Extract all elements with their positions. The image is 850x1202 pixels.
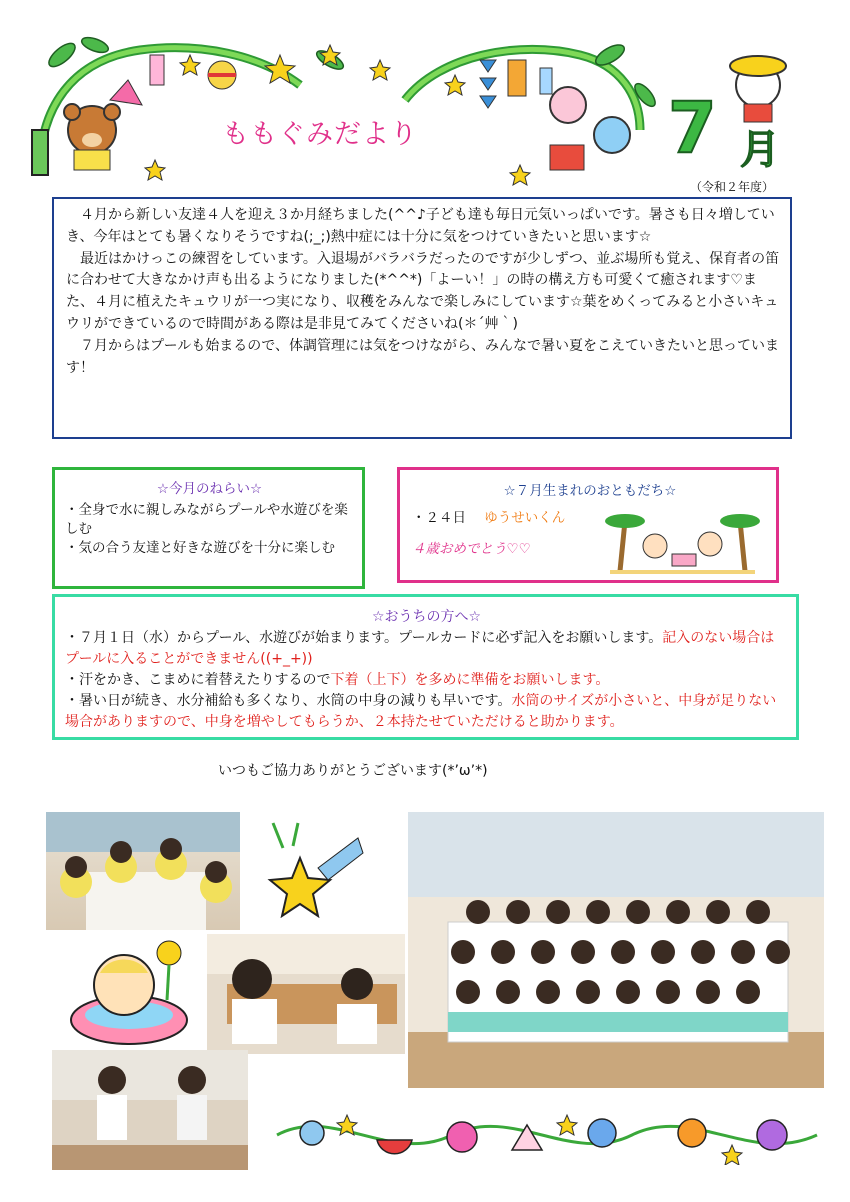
- home-notice-item: [65, 691, 788, 733]
- aim-item: ・気の合う友達と好きな遊びを十分に楽しむ: [65, 540, 335, 556]
- birthday-party-illustration: [600, 506, 765, 576]
- notice-emphasis: 水筒のサイズが小さいと、中身が足りない場合がありますので、中身を増やしてもらうか、２本持たせていただけると助かります。: [65, 693, 777, 730]
- month-number-badge: [668, 88, 716, 168]
- home-notice-box: [52, 594, 799, 740]
- birthday-heading: ☆７月生まれのおともだち☆: [503, 483, 677, 499]
- notice-emphasis: 下着（上下）を多めに準備をお願いします。: [330, 672, 610, 688]
- month-suffix: [740, 118, 780, 175]
- month-number: 7: [668, 87, 717, 169]
- notice-emphasis: 記入のない場合はプールに入ることができません((+_+)): [65, 630, 775, 667]
- photo-children-drawing: [46, 812, 240, 930]
- birthday-message: ４歳おめでとう♡♡: [412, 541, 531, 557]
- era-label: （令和２年度）: [690, 180, 775, 194]
- thanks-line: いつもご協力ありがとうございます(*’ω’*): [218, 763, 488, 779]
- notice-text: ・汗をかき、こまめに着替えたりするので: [65, 672, 331, 688]
- birthday-box: [397, 467, 779, 583]
- intro-paragraph: 最近はかけっこの練習をしています。入退場がバラバラだったのですが少しずつ、並ぶ場所も覚え、保育者の笛に合わせて大きなかけ声も出るようになりました(*^^*)「よーい！」の時の構え方も可愛くて癒されます♡また、４月に植えたキュウリが一つ実になり、収穫をみんなで楽しみにしています☆葉をめくってみると小さいキュウリができているので時間がある際は是非見てみてくださいね(＊´艸｀): [66, 250, 780, 332]
- photo-children-table: [207, 934, 405, 1054]
- notice-text: ・７月１日（水）からプール、水遊びが始まります。プールカードに必ず記入をお願いします。: [65, 630, 663, 646]
- birthday-name: ゆうせいくん: [484, 510, 566, 526]
- home-notice-item: [65, 628, 788, 670]
- swimming-pool-illustration: [64, 935, 194, 1050]
- monthly-aims-heading: ☆今月のねらい☆: [156, 481, 263, 497]
- newsletter-title: ももぐみだより: [222, 119, 418, 150]
- photo-children-changing: [52, 1050, 248, 1170]
- birthday-date: ・２４日: [412, 510, 466, 526]
- monthly-aims-box: [52, 467, 365, 589]
- header-decoration: [0, 0, 850, 200]
- notice-text: ・暑い日が続き、水分補給も多くなり、水筒の中身の減りも早いです。: [65, 693, 512, 709]
- home-notice-heading: ☆おうちの方へ☆: [371, 609, 482, 625]
- intro-box: [52, 197, 792, 439]
- home-notice-item: [65, 670, 788, 691]
- month-suffix-text: 月: [740, 127, 780, 173]
- shooting-star-illustration: [258, 818, 368, 918]
- aim-item: ・全身で水に親しみながらプールや水遊びを楽しむ: [65, 502, 348, 537]
- flower-border-decoration: [272, 1105, 824, 1165]
- photo-class-group: [408, 812, 824, 1088]
- intro-paragraph: ４月から新しい友達４人を迎え３か月経ちました(^^♪子ども達も毎日元気いっぱいです。暑さも日々増していき、今年はとても暑くなりそうですね(;_;)熱中症には十分に気をつけていきたいと思います☆: [66, 207, 775, 245]
- intro-paragraph: ７月からはプールも始まるので、体調管理には気をつけながら、みんなで暑い夏をこえていきたいと思っています！: [66, 337, 780, 376]
